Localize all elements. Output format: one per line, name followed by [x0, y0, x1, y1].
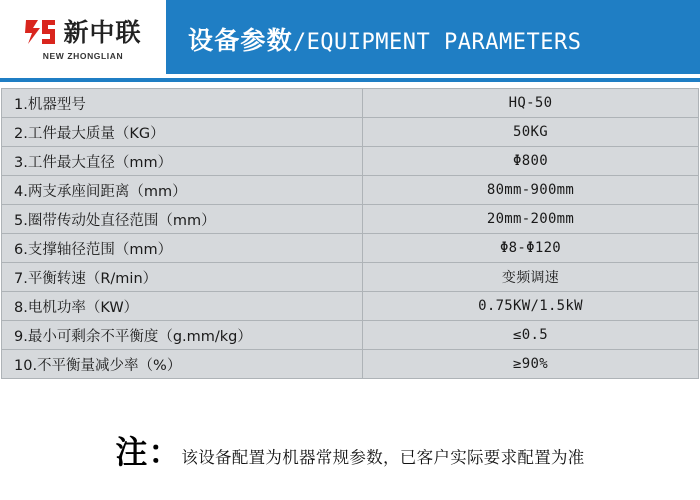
- specification-table: [1, 88, 699, 379]
- table-row: [2, 263, 699, 292]
- page-title-separator: /: [292, 30, 307, 55]
- parameter-value: 变频调速: [363, 263, 699, 292]
- header-title-area: [166, 0, 700, 78]
- parameter-value: Φ800: [363, 147, 699, 176]
- parameter-label: 4.两支承座间距离（mm）: [2, 176, 363, 205]
- note-text: 该设备配置为机器常规参数，已客户实际要求配置为准: [181, 448, 585, 467]
- table-row: [2, 292, 699, 321]
- footer-note: [0, 427, 700, 473]
- page-title-cn: 设备参数: [188, 26, 293, 55]
- table-row: [2, 89, 699, 118]
- parameter-label: 1.机器型号: [2, 89, 363, 118]
- note-label: 注：: [115, 433, 182, 471]
- parameter-label: 2.工件最大质量（KG）: [2, 118, 363, 147]
- parameter-label: 6.支撑轴径范围（mm）: [2, 234, 363, 263]
- parameter-value: ≥90%: [363, 350, 699, 379]
- table-row: [2, 234, 699, 263]
- parameter-label: 8.电机功率（KW）: [2, 292, 363, 321]
- parameter-label: 10.不平衡量减少率（%）: [2, 350, 363, 379]
- page-title-en: EQUIPMENT PARAMETERS: [306, 30, 582, 55]
- table-row: [2, 147, 699, 176]
- parameter-value: 80mm-900mm: [363, 176, 699, 205]
- parameter-value: Φ8-Φ120: [363, 234, 699, 263]
- table-row: [2, 205, 699, 234]
- parameter-value: ≤0.5: [363, 321, 699, 350]
- parameter-label: 5.圈带传动处直径范围（mm）: [2, 205, 363, 234]
- parameter-label: 7.平衡转速（R/min）: [2, 263, 363, 292]
- page-title: [188, 21, 581, 57]
- logo-chinese-name: 新中联: [63, 17, 142, 47]
- company-logo: [0, 0, 166, 78]
- table-row: [2, 176, 699, 205]
- parameter-value: 0.75KW/1.5kW: [363, 292, 699, 321]
- parameter-label: 3.工件最大直径（mm）: [2, 147, 363, 176]
- logo-english-name: NEW ZHONGLIAN: [42, 51, 124, 62]
- parameter-label: 9.最小可剩余不平衡度（g.mm/kg）: [2, 321, 363, 350]
- table-row: [2, 321, 699, 350]
- header-bottom-rule: [0, 78, 700, 82]
- table-row: [2, 350, 699, 379]
- table-row: [2, 118, 699, 147]
- parameter-value: 20mm-200mm: [363, 205, 699, 234]
- page-header: [0, 0, 700, 78]
- logo-mark-icon: [24, 17, 58, 47]
- parameter-value: 50KG: [363, 118, 699, 147]
- header-underline: [166, 74, 700, 78]
- parameter-value: HQ-50: [363, 89, 699, 118]
